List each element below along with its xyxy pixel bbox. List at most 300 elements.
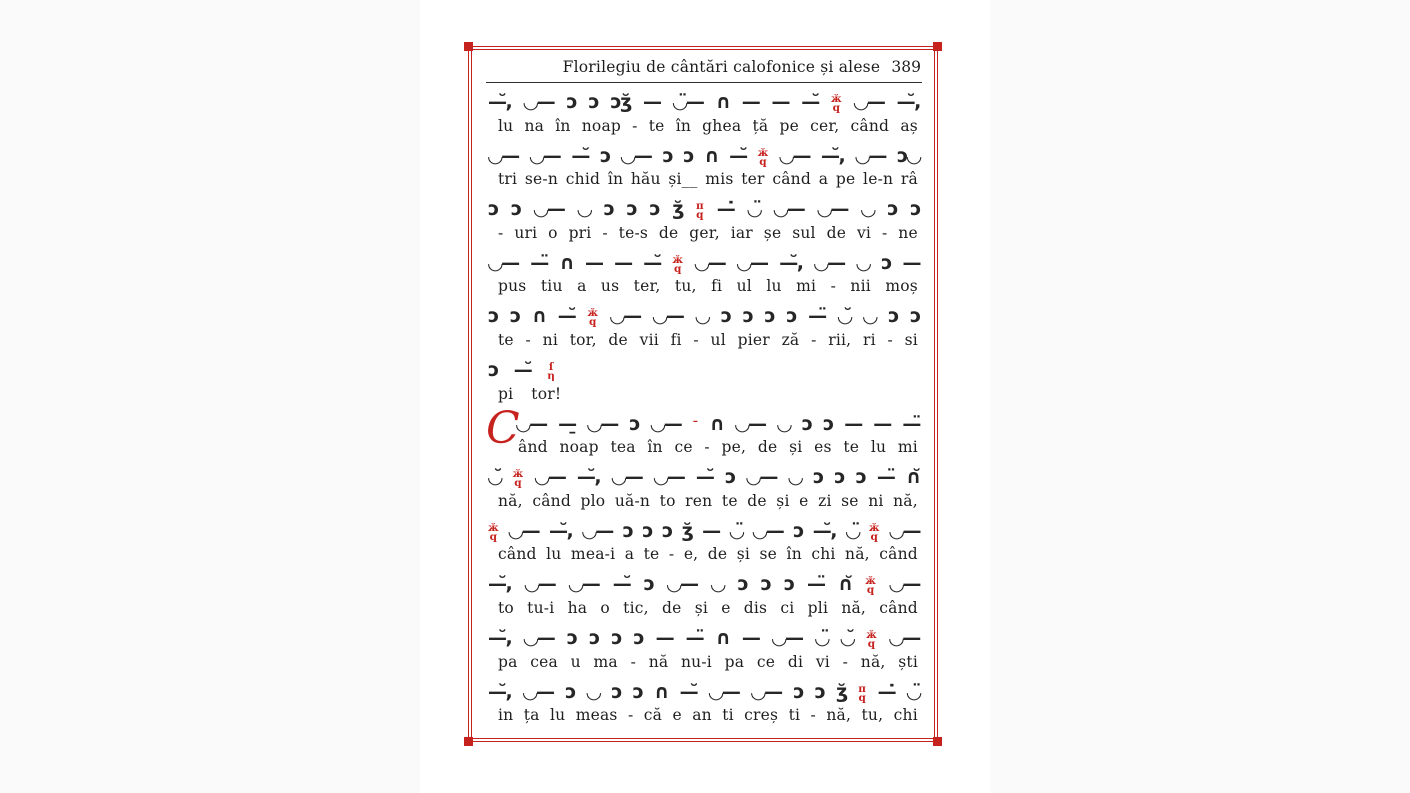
dropcap-initial: C xyxy=(486,402,520,454)
neume-glyph: ◡̈ xyxy=(814,626,829,649)
lyric-syllable: lu xyxy=(870,438,887,457)
agem-sign-bottom: q xyxy=(858,691,866,704)
neume-glyph: — xyxy=(614,251,632,274)
page-number: 389 xyxy=(891,58,921,76)
music-line xyxy=(486,191,922,245)
neume-glyph: —̈ xyxy=(876,466,895,489)
neume-glyph: ɔ xyxy=(626,198,637,221)
diez-sign-top: ӂ xyxy=(672,253,684,266)
lyric-syllable: în xyxy=(607,170,624,189)
lyric-syllable: când xyxy=(772,170,811,189)
neume-glyph: —̈ xyxy=(685,626,704,649)
neume-glyph: ◡— xyxy=(734,412,766,435)
neume-glyph: —̆, xyxy=(812,519,836,542)
lyric-syllable: tu-i xyxy=(527,598,555,617)
lyric-syllable: - xyxy=(704,438,710,457)
lyric-syllable: dis xyxy=(743,598,768,617)
neume-glyph: ɔ xyxy=(649,198,660,221)
neume-glyph: ɔ xyxy=(881,251,891,274)
neume-glyph: ɔ xyxy=(643,573,654,596)
diez-sign xyxy=(488,521,499,543)
lyric-syllable: te xyxy=(721,491,738,510)
lyric-syllable: fi xyxy=(711,277,723,296)
lyric-syllable: ter xyxy=(741,170,765,189)
neume-glyph: —̆ xyxy=(801,91,819,113)
neume-glyph: ◡— xyxy=(889,626,920,649)
page-header xyxy=(486,58,922,83)
lyric-syllable: ni xyxy=(542,330,558,349)
neume-glyph: — xyxy=(771,91,789,113)
neume-glyph: ɔ xyxy=(887,198,898,221)
lyric-syllable: to xyxy=(498,598,514,617)
lyric-syllable: o xyxy=(548,223,558,242)
lyric-syllable: și xyxy=(736,545,751,564)
neume-glyph: ∩̆ xyxy=(837,573,852,596)
music-line xyxy=(486,245,922,299)
lyric-syllable: de xyxy=(608,330,628,349)
neume-glyph: ◡— xyxy=(516,412,547,435)
lyric-syllable: uă-n xyxy=(614,491,651,510)
neume-glyph: ∩ xyxy=(654,680,668,703)
lyric-syllable: pus xyxy=(498,277,527,296)
neume-glyph: ◡— xyxy=(817,198,848,221)
lyric-syllable: ti xyxy=(722,706,734,725)
lyric-syllable: lu xyxy=(546,545,562,564)
red-tick-sign-top: – xyxy=(692,414,698,427)
diez-sign-top: ӂ xyxy=(587,307,598,320)
lyric-syllable: pier xyxy=(737,330,770,349)
neume-glyph: ◡— xyxy=(508,519,540,542)
lyric-syllable: nă, xyxy=(845,545,870,564)
neume-glyph: — xyxy=(741,626,760,649)
neume-glyph: —̆ xyxy=(679,680,698,703)
neume-glyph: ◡— xyxy=(736,251,768,274)
neume-glyph: ɔ xyxy=(599,144,610,167)
lyric-syllable: - xyxy=(811,330,817,349)
lyric-syllable: ti xyxy=(788,706,801,725)
neume-glyph: ɔ xyxy=(622,519,633,542)
lyric-syllable: ză xyxy=(781,330,800,349)
lyric-syllable: chid xyxy=(565,170,601,189)
lyric-row xyxy=(498,385,918,403)
lyric-syllable: - xyxy=(498,223,504,242)
lyric-syllable: - xyxy=(602,223,608,242)
neume-glyph: ɔ xyxy=(724,466,735,489)
neume-glyph: —̆, xyxy=(576,466,601,489)
neume-row xyxy=(488,195,920,222)
lyric-syllable: na xyxy=(524,116,545,135)
lyric-syllable: ter, xyxy=(633,277,661,296)
lyric-syllable: - xyxy=(830,277,836,296)
lyric-syllable: te-s xyxy=(618,223,649,242)
neume-glyph: ɔ xyxy=(823,412,833,435)
neume-glyph: ◡ xyxy=(862,305,877,328)
neume-glyph: ɔ xyxy=(764,305,775,328)
lyric-syllable: pli xyxy=(807,598,829,617)
neume-glyph: ◡— xyxy=(488,251,519,274)
neume-glyph: ◡— xyxy=(488,144,519,167)
lyric-syllable: ști xyxy=(898,652,918,671)
music-line xyxy=(486,566,922,620)
martyria-sign-bottom: η xyxy=(547,369,555,382)
lyric-syllable: us xyxy=(600,277,620,296)
neume-glyph: —̱ xyxy=(558,412,576,435)
neume-glyph: ɔ xyxy=(793,519,803,542)
lyric-syllable: cea xyxy=(530,652,558,671)
neume-glyph: ɔ xyxy=(611,680,621,703)
neume-glyph: —̆, xyxy=(779,251,803,274)
lyric-syllable: tu, xyxy=(674,277,697,296)
neume-glyph: ɔ xyxy=(786,305,797,328)
page-content xyxy=(486,58,922,727)
diez-sign-top: ӂ xyxy=(866,628,877,641)
neume-glyph: ɔ◡ xyxy=(897,144,920,167)
lyric-syllable: - xyxy=(632,116,638,135)
neume-glyph: ∩ xyxy=(709,412,724,435)
neume-glyph: ∩ xyxy=(704,144,719,167)
lyric-syllable: - xyxy=(810,706,816,725)
lyric-syllable: ne xyxy=(898,223,918,242)
music-line xyxy=(486,513,922,567)
neume-glyph: — xyxy=(741,91,760,113)
lyric-syllable: și__ xyxy=(668,170,698,189)
neume-glyph: ◡— xyxy=(533,198,565,221)
lyric-syllable: an xyxy=(692,706,712,725)
corner-square-icon xyxy=(933,42,942,51)
neume-glyph: ɔ xyxy=(910,198,920,221)
music-line xyxy=(486,298,922,352)
lyric-syllable: - xyxy=(525,330,531,349)
diez-sign-top: ӂ xyxy=(512,468,524,481)
neume-glyph: ◡— xyxy=(611,466,643,489)
neume-glyph: ɔ xyxy=(509,305,520,328)
lyric-syllable: în xyxy=(647,438,663,457)
diez-sign xyxy=(587,309,598,327)
lyric-syllable: ul xyxy=(736,277,752,296)
diez-sign-bottom: q xyxy=(870,530,878,543)
neume-glyph: ɔ xyxy=(814,680,825,703)
neume-row xyxy=(488,463,920,490)
lyric-syllable: ul xyxy=(710,330,726,349)
lyric-syllable: nă, xyxy=(826,706,852,725)
lyric-syllable: tiu xyxy=(540,277,563,296)
lyric-syllable: e xyxy=(721,598,731,617)
agem-sign-top: π xyxy=(696,200,704,213)
lyric-syllable: ri xyxy=(862,330,876,349)
lyric-syllable: ger, xyxy=(689,223,720,242)
neume-glyph: ◡ xyxy=(710,573,725,596)
neume-row xyxy=(488,142,920,166)
lyric-syllable: di xyxy=(787,652,804,671)
neume-glyph: ◡— xyxy=(889,573,920,596)
neume-row xyxy=(488,302,920,329)
neume-glyph: ɔ xyxy=(720,305,731,328)
neume-row xyxy=(516,410,920,434)
neume-row xyxy=(488,356,920,380)
neume-glyph: ◡̈ xyxy=(906,680,920,703)
lyric-syllable: chi xyxy=(893,706,918,725)
lyric-syllable: - xyxy=(693,330,699,349)
agem-sign xyxy=(858,682,866,704)
neume-glyph: ◡— xyxy=(853,91,885,113)
neume-glyph: ɔ xyxy=(910,305,920,328)
neume-glyph: ◡ xyxy=(777,412,791,435)
neume-glyph: ◡— xyxy=(653,466,685,489)
lyric-syllable: u xyxy=(570,652,581,671)
neume-glyph: ɔ xyxy=(566,91,577,113)
lyric-syllable: ța xyxy=(523,706,540,725)
diez-sign-bottom: q xyxy=(588,316,597,329)
lyric-row xyxy=(498,545,918,563)
neume-glyph: —̆, xyxy=(549,519,573,542)
diez-sign-bottom: q xyxy=(759,155,767,168)
neume-glyph: ɔ xyxy=(801,412,812,435)
neume-glyph: ◡— xyxy=(610,305,641,328)
neume-glyph: ɔ xyxy=(588,91,599,113)
lyric-row xyxy=(498,277,918,295)
lyric-syllable: tor! xyxy=(531,384,562,403)
diez-sign xyxy=(868,521,880,543)
lyric-syllable: tic, xyxy=(623,598,649,617)
neume-row xyxy=(488,517,920,541)
diez-sign-top: ӂ xyxy=(488,521,499,534)
lyric-syllable: cer, xyxy=(810,116,840,135)
neume-glyph: ɔ xyxy=(760,573,771,596)
neume-glyph: ◡— xyxy=(522,680,554,703)
neume-glyph: ɔ xyxy=(813,466,823,489)
neume-glyph: —̆ xyxy=(695,466,714,489)
lyric-syllable: - xyxy=(627,706,634,725)
neume-row xyxy=(488,249,920,273)
lyric-syllable: mea-i xyxy=(570,545,616,564)
neume-glyph: ◡— xyxy=(814,251,845,274)
lyric-syllable: moș xyxy=(885,277,918,296)
lyric-syllable: meas xyxy=(575,706,618,725)
lyric-syllable: - xyxy=(881,223,888,242)
neume-glyph: ɔ xyxy=(737,573,748,596)
lyric-row xyxy=(498,170,918,188)
lyric-syllable: când xyxy=(879,545,918,564)
neume-glyph: ɔ xyxy=(488,358,498,381)
diez-sign-top: ӂ xyxy=(757,146,769,159)
neume-glyph: ◡— xyxy=(587,412,618,435)
lyric-row xyxy=(498,492,918,510)
diez-sign-top: ӂ xyxy=(868,521,880,534)
neume-glyph: ɔ xyxy=(565,680,575,703)
neume-glyph: ◡— xyxy=(773,198,805,221)
lyric-syllable: când xyxy=(850,116,890,135)
lyric-syllable: te xyxy=(843,438,860,457)
lyric-row xyxy=(498,224,918,242)
lyric-syllable: de xyxy=(757,438,778,457)
diez-sign-bottom: q xyxy=(867,637,876,650)
neume-glyph: —̈ xyxy=(530,251,548,274)
neume-glyph: ɔ xyxy=(488,305,498,328)
music-line xyxy=(486,459,922,513)
neume-glyph: ɔʒ̆ xyxy=(610,91,631,113)
neume-glyph: ɔ xyxy=(603,198,614,221)
neume-glyph: ◡— xyxy=(650,412,682,435)
neume-glyph: ◡— xyxy=(779,144,810,167)
neume-glyph: —̆ xyxy=(513,358,532,381)
neume-glyph: ◡— xyxy=(582,519,613,542)
neume-glyph: —̆ xyxy=(571,144,589,167)
lyric-syllable: lu xyxy=(498,116,514,135)
lyric-syllable: e xyxy=(672,706,682,725)
lyric-syllable: pa xyxy=(498,652,518,671)
lyric-syllable: în xyxy=(786,545,802,564)
lyric-syllable: te xyxy=(648,116,665,135)
neume-glyph: ∩ xyxy=(715,91,730,113)
neume-glyph: ɔ xyxy=(855,466,866,489)
neume-glyph: ◡— xyxy=(620,144,652,167)
neume-glyph: ◡— xyxy=(666,573,698,596)
neume-glyph: ɔ xyxy=(783,573,794,596)
music-line xyxy=(486,674,922,728)
red-tick-sign xyxy=(692,414,698,427)
diez-sign xyxy=(831,95,842,113)
diez-sign-bottom: q xyxy=(674,262,682,275)
neume-glyph: ◡— xyxy=(752,519,784,542)
neume-glyph: — xyxy=(655,626,674,649)
lyric-row xyxy=(498,706,918,724)
agem-sign-top: π xyxy=(858,682,866,695)
lyric-syllable: ma xyxy=(593,652,618,671)
lyric-syllable: pe, xyxy=(721,438,747,457)
lyric-syllable: și xyxy=(776,491,790,510)
lyric-syllable: se xyxy=(759,545,778,564)
lyric-syllable: fi xyxy=(670,330,682,349)
lyric-syllable: - xyxy=(842,652,849,671)
neume-glyph: ʒ̆ xyxy=(681,519,693,542)
diez-sign-bottom: q xyxy=(489,530,497,543)
lyric-syllable: pri xyxy=(568,223,592,242)
lyric-syllable: e, xyxy=(683,545,699,564)
lyric-syllable: ce xyxy=(674,438,693,457)
lyric-syllable: le-n xyxy=(863,170,894,189)
lyric-row xyxy=(498,117,918,135)
lyric-syllable: când xyxy=(498,545,537,564)
neume-glyph: ◡̈— xyxy=(672,91,704,113)
music-line xyxy=(486,84,922,138)
neume-glyph: ɔ xyxy=(488,198,498,221)
lyric-syllable: a xyxy=(818,170,829,189)
lyric-syllable: - xyxy=(630,652,636,671)
diez-sign xyxy=(672,253,684,275)
lyric-syllable: - xyxy=(668,545,675,564)
lyric-syllable: se-n xyxy=(524,170,559,189)
neume-glyph: ◡̆ xyxy=(837,305,851,328)
neume-glyph: —̆, xyxy=(488,91,512,113)
neume-glyph: ◡— xyxy=(524,573,556,596)
lyric-syllable: lu xyxy=(549,706,566,725)
diez-sign-bottom: q xyxy=(832,102,840,114)
lyric-syllable: sul xyxy=(792,223,816,242)
neume-glyph: ʒ̆ xyxy=(672,198,683,221)
neume-glyph: —̆, xyxy=(896,91,920,113)
lyric-syllable: mi xyxy=(796,277,817,296)
neume-glyph: —̆, xyxy=(488,573,512,596)
neume-glyph: ɔ xyxy=(629,412,640,435)
lyric-syllable: to xyxy=(659,491,676,510)
neume-glyph: ◡ xyxy=(577,198,591,221)
book-title: Florilegiu de cântări calofonice și alese xyxy=(562,58,881,76)
neume-glyph: ɔ xyxy=(642,519,653,542)
book-page xyxy=(420,0,990,793)
neume-row xyxy=(488,678,920,702)
lyric-syllable: rii, xyxy=(828,330,852,349)
diez-sign-top: ӂ xyxy=(830,93,842,105)
music-line xyxy=(486,620,922,674)
lyric-syllable: ând xyxy=(518,438,548,457)
neume-row xyxy=(488,570,920,597)
neume-glyph: ◡ xyxy=(586,680,600,703)
neume-row xyxy=(488,88,920,112)
neume-glyph: —̆ xyxy=(557,305,576,328)
lyric-syllable: si xyxy=(904,330,918,349)
neume-glyph: — xyxy=(702,519,720,542)
lyric-syllable: râ xyxy=(900,170,918,189)
lyric-syllable: pa xyxy=(724,652,745,671)
neume-glyph: ◡ xyxy=(861,198,875,221)
neume-glyph: ◡̆ xyxy=(488,466,502,489)
diez-sign xyxy=(513,470,524,488)
neume-glyph: ɔ xyxy=(661,519,672,542)
neume-glyph: ɔ xyxy=(742,305,753,328)
neume-glyph: ◡— xyxy=(568,573,600,596)
neume-glyph: ɔ xyxy=(633,626,644,649)
music-line xyxy=(486,352,922,406)
lyric-syllable: pe xyxy=(779,116,799,135)
lyric-syllable: ha xyxy=(567,598,588,617)
lyric-row xyxy=(498,331,918,349)
neume-glyph: —̈ xyxy=(807,573,825,596)
neume-glyph: ∩ xyxy=(559,251,574,274)
lyric-syllable: mis xyxy=(705,170,734,189)
lyric-syllable: nă, xyxy=(893,491,918,510)
lyric-syllable: in xyxy=(498,706,514,725)
neume-glyph: ◡— xyxy=(694,251,726,274)
lyric-syllable: în xyxy=(555,116,571,135)
lyric-syllable: nă xyxy=(648,652,669,671)
lyric-syllable: nu-i xyxy=(681,652,712,671)
lyric-syllable: o xyxy=(600,598,610,617)
lyric-syllable: de xyxy=(658,223,679,242)
neume-glyph: ◡— xyxy=(855,144,886,167)
lyric-syllable: nă, xyxy=(841,598,867,617)
neume-glyph: ◡— xyxy=(708,680,740,703)
neume-glyph: ∩ xyxy=(715,626,730,649)
lyric-syllable: tor, xyxy=(569,330,597,349)
corner-square-icon xyxy=(464,737,473,746)
neume-glyph: —̆ xyxy=(612,573,631,596)
agem-sign xyxy=(696,202,704,220)
neume-glyph: ◡— xyxy=(750,680,782,703)
lyric-syllable: a xyxy=(577,277,587,296)
neume-glyph: ɔ xyxy=(566,626,577,649)
neume-glyph: ◡̈ xyxy=(747,198,761,221)
lyric-syllable: - xyxy=(887,330,893,349)
diez-sign-bottom: q xyxy=(866,584,875,597)
neume-glyph: ◡— xyxy=(746,466,777,489)
diez-sign xyxy=(865,577,876,595)
neume-glyph: ◡̈ xyxy=(729,519,743,542)
lyric-syllable: uri xyxy=(514,223,538,242)
lyric-syllable: ci xyxy=(780,598,795,617)
lyric-syllable: că xyxy=(643,706,663,725)
neume-glyph: ∩̆ xyxy=(905,466,920,489)
neume-glyph: ◡— xyxy=(652,305,684,328)
